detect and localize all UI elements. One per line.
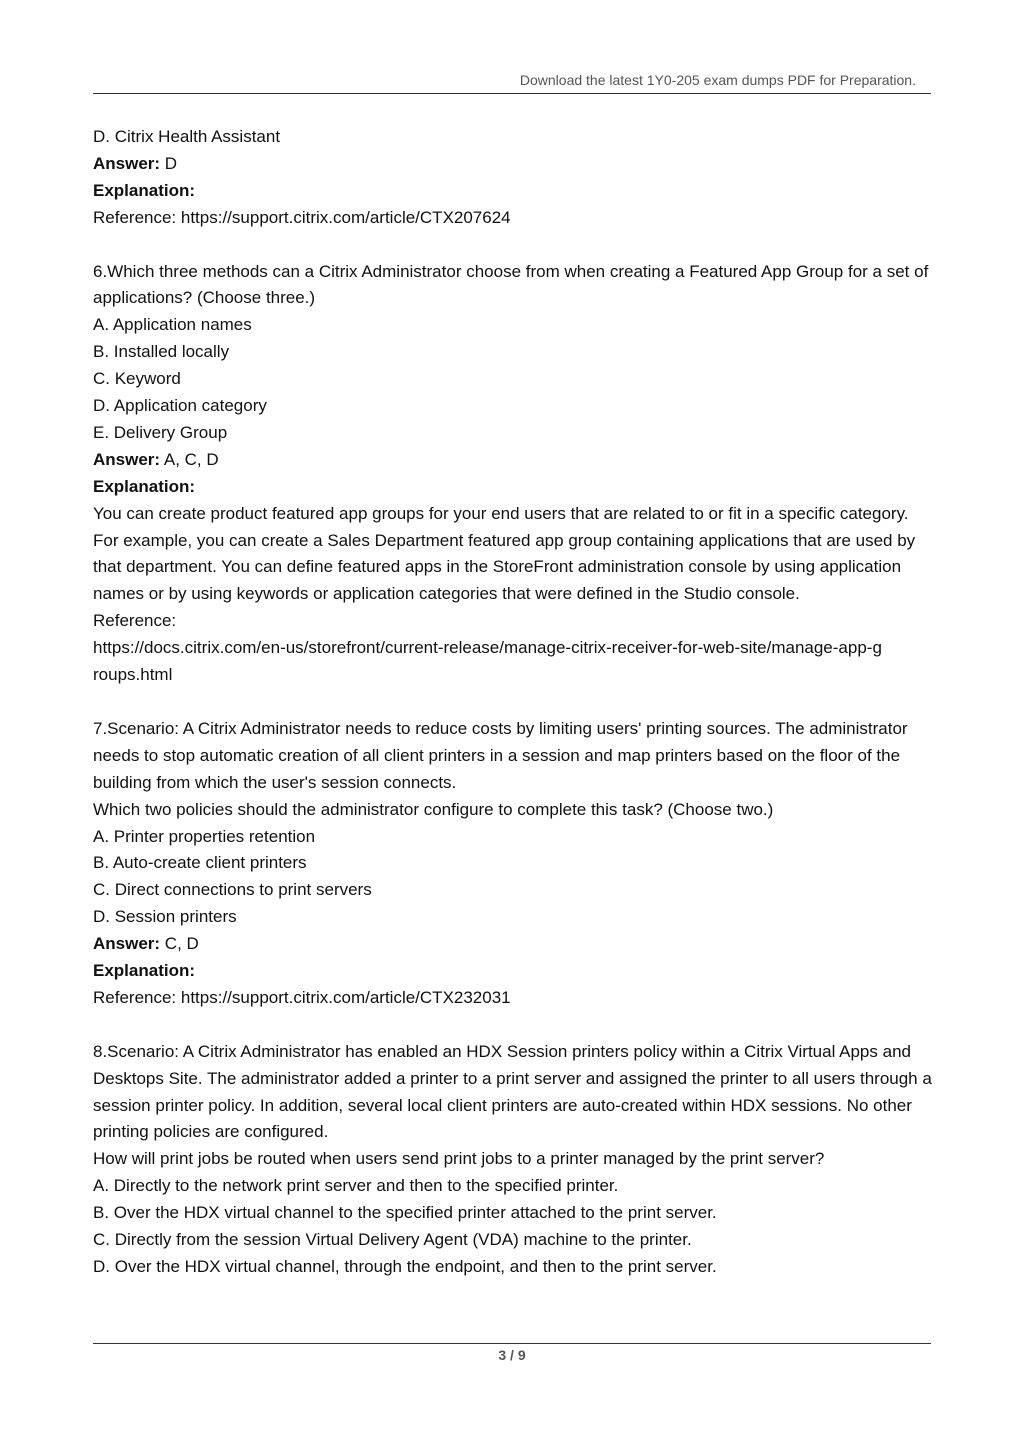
q5-answer: [93, 151, 933, 178]
footer-divider: [93, 1343, 931, 1344]
answer-label: Answer:: [93, 153, 161, 173]
q8-option-a: A. Directly to the network print server and then to the specified printer.: [93, 1176, 619, 1196]
answer-value: A, C, D: [160, 449, 219, 469]
q8-prompt: How will print jobs be routed when users send print jobs to a printer managed by the print server?: [93, 1149, 825, 1169]
q8-option-d: D. Over the HDX virtual channel, through the endpoint, and then to the print server.: [93, 1257, 717, 1277]
q8-question: 8.Scenario: A Citrix Administrator has enabled an HDX Session printers policy within a Citrix Virtual Apps and Desktops Site. The administrator added a printer to a print server and assigned the printer to all users through a session printer policy. In addition, several local client printers are auto-created within HDX sessions. No other printing policies are configured.: [93, 1041, 932, 1142]
q7-reference: Reference: https://support.citrix.com/article/CTX232031: [93, 987, 511, 1007]
page-header: Download the latest 1Y0-205 exam dumps PDF for Preparation.: [519, 72, 916, 88]
q7-question: 7.Scenario: A Citrix Administrator needs to reduce costs by limiting users' printing sources. The administrator needs to stop automatic creation of all client printers in a session and map printers based on the floor of the building from which the user's session connects.: [93, 718, 908, 792]
q6-option-b: B. Installed locally: [93, 342, 230, 362]
q8-option-b: B. Over the HDX virtual channel to the specified printer attached to the print server.: [93, 1203, 717, 1223]
q6-option-c: C. Keyword: [93, 369, 181, 389]
spacer: [93, 689, 933, 716]
q6-option-e: E. Delivery Group: [93, 422, 228, 442]
q7-explanation-label: Explanation:: [93, 961, 196, 981]
q7-option-d: D. Session printers: [93, 907, 237, 927]
q5-explanation-label: Explanation:: [93, 180, 196, 200]
spacer: [93, 1012, 933, 1039]
q6-option-d: D. Application category: [93, 396, 267, 416]
q7-prompt: Which two policies should the administrator configure to complete this task? (Choose two.): [93, 799, 774, 819]
q6-reference-url-line2: roups.html: [93, 665, 173, 685]
q5-option-d: D. Citrix Health Assistant: [93, 127, 281, 146]
q6-reference-label: Reference:: [93, 611, 177, 631]
answer-label: Answer:: [93, 934, 161, 954]
q6-reference-url-line1: https://docs.citrix.com/en-us/storefront/current-release/manage-citrix-receiver-for-web-site/manage-app-g: [93, 638, 882, 658]
answer-value: D: [160, 153, 178, 173]
page-number: 3 / 9: [498, 1347, 526, 1363]
answer-value: C, D: [160, 934, 199, 954]
q6-explanation-label: Explanation:: [93, 476, 196, 496]
page-content: [93, 124, 933, 1281]
q7-option-a: A. Printer properties retention: [93, 826, 316, 846]
spacer: [93, 232, 933, 259]
q5-reference: Reference: https://support.citrix.com/article/CTX207624: [93, 207, 511, 227]
q7-answer: [93, 931, 933, 958]
header-divider: [93, 93, 931, 94]
q7-option-b: B. Auto-create client printers: [93, 853, 307, 873]
q8-option-c: C. Directly from the session Virtual Delivery Agent (VDA) machine to the printer.: [93, 1230, 692, 1250]
q6-explanation: You can create product featured app groups for your end users that are related to or fit in a specific category. For example, you can create a Sales Department featured app group containing applications that are used by that department. You can define featured apps in the StoreFront administration console by using application names or by using keywords or application categories that were defined in the Studio console.: [93, 503, 916, 604]
q6-answer: [93, 447, 933, 474]
answer-label: Answer:: [93, 449, 161, 469]
q6-option-a: A. Application names: [93, 315, 252, 335]
q7-option-c: C. Direct connections to print servers: [93, 880, 372, 900]
q6-question: 6.Which three methods can a Citrix Administrator choose from when creating a Featured App Group for a set of applications? (Choose three.): [93, 261, 929, 308]
